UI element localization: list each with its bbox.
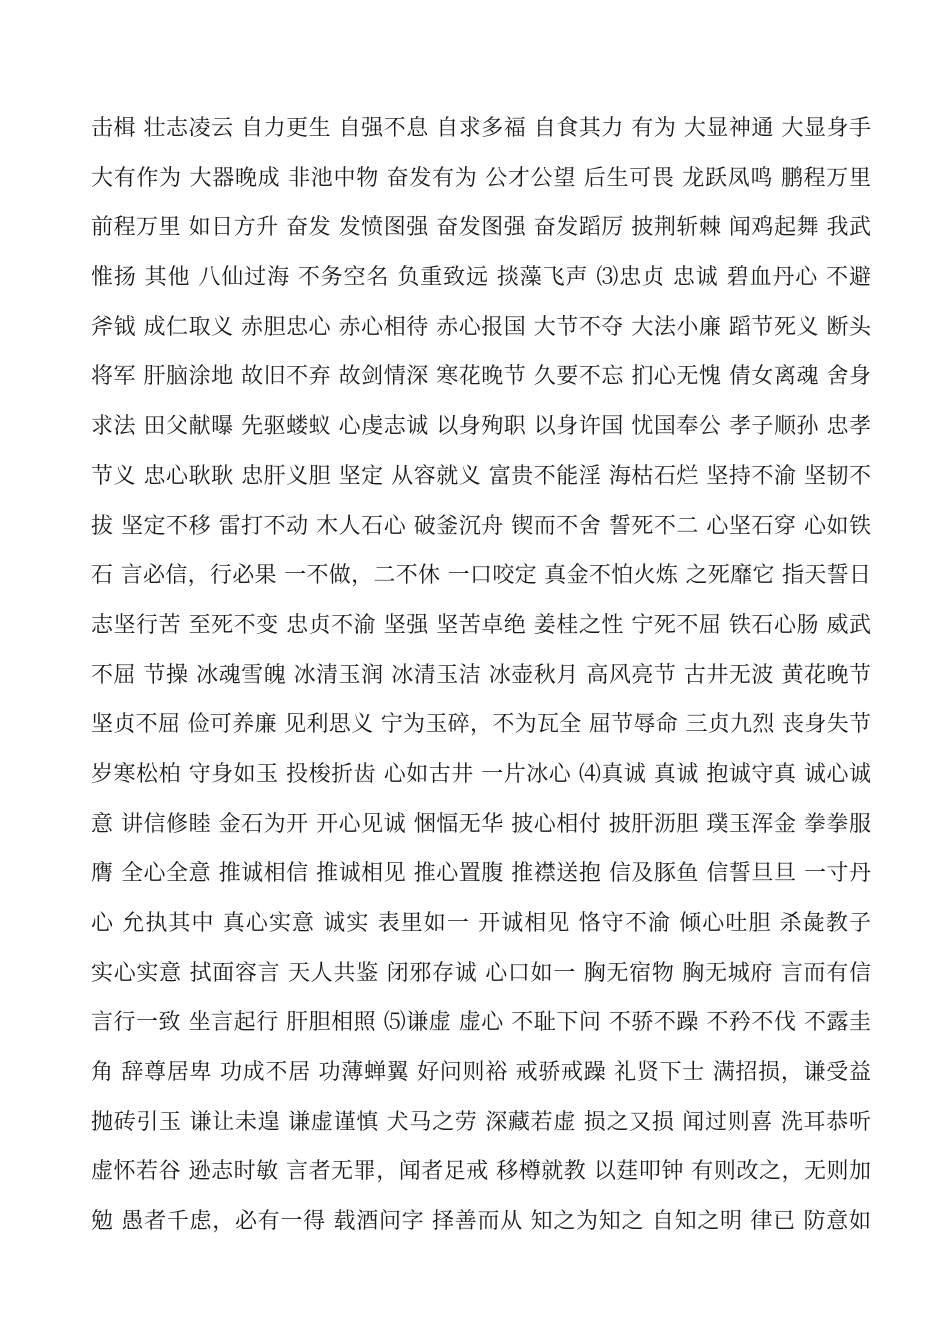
text-line-13: 坚贞不屈 俭可养廉 见利思义 宁为玉碎，不为瓦全 屈节辱命 三贞九烈 丧身失节 [91,712,871,738]
text-line-4: 惟扬 其他 八仙过海 不务空名 负重致远 掞藻飞声 ⑶忠贞 忠诚 碧血丹心 不避 [91,265,871,291]
text-line-12: 不屈 节操 冰魂雪魄 冰清玉润 冰清玉洁 冰壶秋月 高风亮节 古井无波 黄花晚节 [91,662,871,688]
text-line-1: 击楫 壮志凌云 自力更生 自强不息 自求多福 自食其力 有为 大显神通 大显身手 [91,116,871,141]
text-line-16: 膺 全心全意 推诚相信 推诚相见 推心置腹 推襟送抱 信及豚鱼 信誓旦旦 一寸丹 [91,861,871,887]
text-line-3: 前程万里 如日方升 奋发 发愤图强 奋发图强 奋发蹈厉 披荆斩棘 闻鸡起舞 我武 [91,215,871,241]
text-line-21: 抛砖引玉 谦让未遑 谦虚谨慎 犬马之劳 深藏若虚 损之又损 闻过则喜 洗耳恭听 [91,1109,871,1135]
text-line-18: 实心实意 拭面容言 天人共鉴 闭邪存诚 心口如一 胸无宿物 胸无城府 言而有信 [91,960,871,986]
text-line-11: 志坚行苦 至死不变 忠贞不渝 坚强 坚苦卓绝 姜桂之性 宁死不屈 铁石心肠 威武 [91,612,871,638]
idiom-text-block [91,104,871,1247]
text-line-14: 岁寒松柏 守身如玉 投梭折齿 心如古井 一片冰心 ⑷真诚 真诚 抱诚守真 诚心诚 [91,761,871,787]
text-line-22: 虚怀若谷 逊志时敏 言者无罪，闻者足戒 移樽就教 以莛叩钟 有则改之，无则加 [91,1159,871,1185]
text-line-9: 拔 坚定不移 雷打不动 木人石心 破釜沉舟 锲而不舍 誓死不二 心坚石穿 心如铁 [91,513,871,539]
text-line-19: 言行一致 坐言起行 肝胆相照 ⑸谦虚 虚心 不耻下问 不骄不躁 不矜不伐 不露圭 [91,1010,871,1036]
text-line-23: 勉 愚者千虑，必有一得 载酒问字 择善而从 知之为知之 自知之明 律已 防意如 [91,1209,871,1235]
text-line-20: 角 辞尊居卑 功成不居 功薄蝉翼 好问则裕 戒骄戒躁 礼贤下士 满招损，谦受益 [91,1060,871,1086]
text-line-17: 心 允执其中 真心实意 诚实 表里如一 开诚相见 恪守不渝 倾心吐胆 杀彘教子 [91,911,871,936]
text-line-2: 大有作为 大器晚成 非池中物 奋发有为 公才公望 后生可畏 龙跃凤鸣 鹏程万里 [91,165,871,191]
text-line-8: 节义 忠心耿耿 忠肝义胆 坚定 从容就义 富贵不能淫 海枯石烂 坚持不渝 坚韧不 [91,463,871,489]
text-line-7: 求法 田父献曝 先驱蝼蚁 心虔志诚 以身殉职 以身许国 忧国奉公 孝子顺孙 忠孝 [91,414,871,440]
text-line-10: 石 言必信，行必果 一不做，二不休 一口咬定 真金不怕火炼 之死靡它 指天誓日 [91,563,871,589]
text-line-5: 斧钺 成仁取义 赤胆忠心 赤心相待 赤心报国 大节不夺 大法小廉 蹈节死义 断头 [91,314,871,340]
text-line-15: 意 讲信修睦 金石为开 开心见诚 悃愊无华 披心相付 披肝沥胆 璞玉浑金 拳拳服 [91,811,871,837]
text-line-6: 将军 肝脑涂地 故旧不弃 故剑情深 寒花晚节 久要不忘 扪心无愧 倩女离魂 舍身 [91,364,871,390]
